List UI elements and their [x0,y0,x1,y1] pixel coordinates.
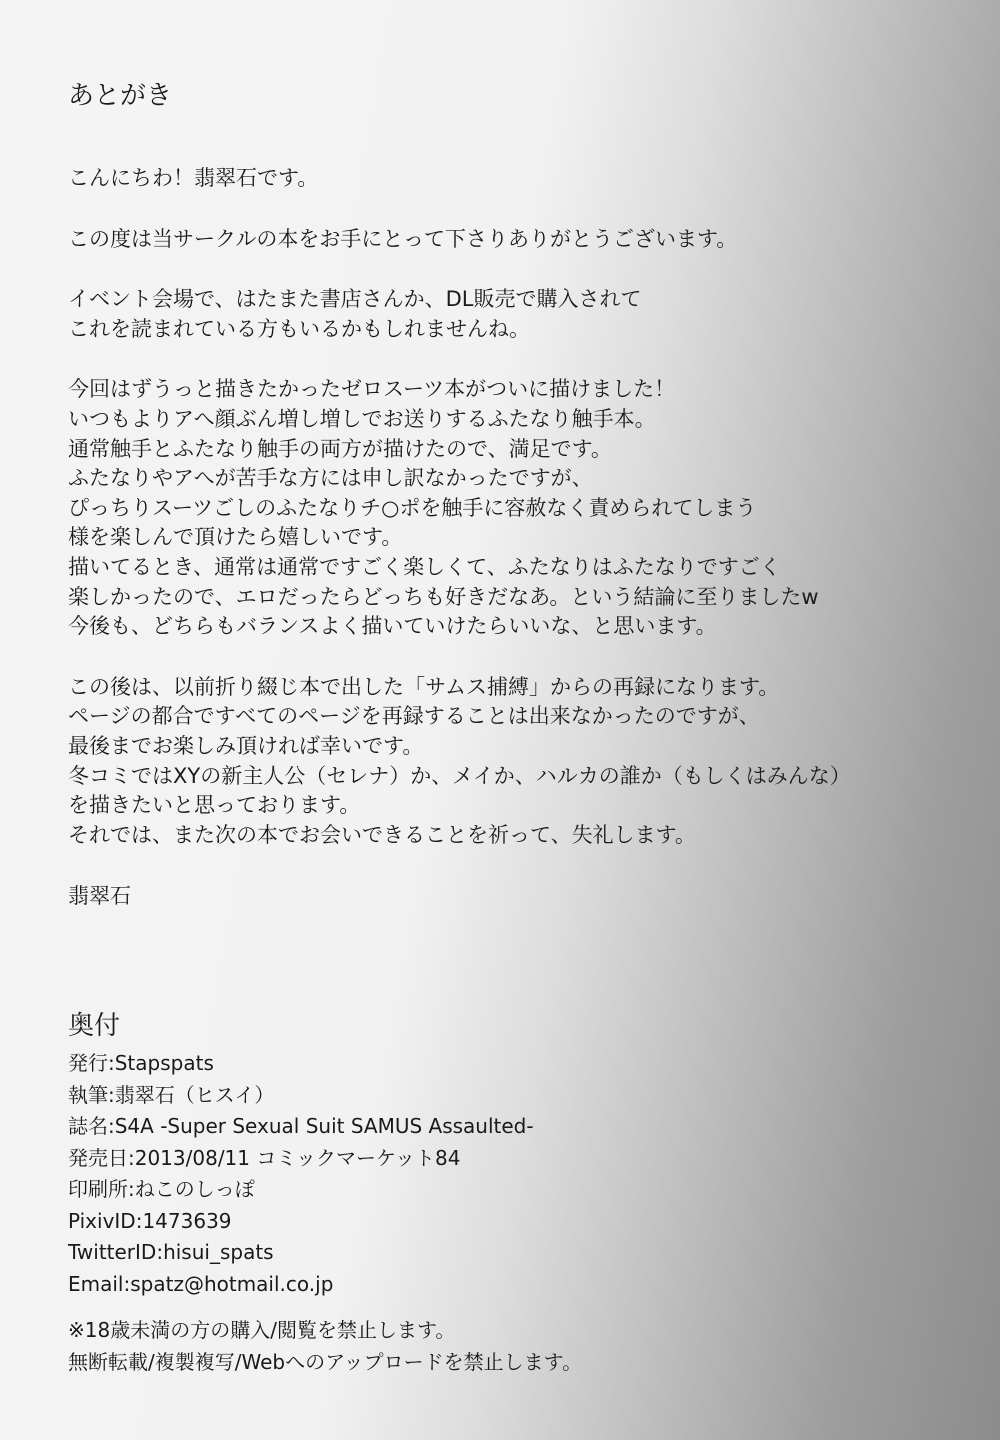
colophon-release-date: 発売日:2013/08/11 コミックマーケット84 [68,1145,461,1170]
afterword-line: ページの都合ですべてのページを再録することは出来なかったのですが、 [68,704,760,729]
colophon-publisher: 発行:Stapspats [68,1051,214,1075]
afterword-line: 今後も、どちらもバランスよく描いていけたらいいな、と思います。 [68,614,717,639]
afterword-line: ふたなりやアへが苦手な方には申し訳なかったですが、 [68,466,593,491]
afterword-line: こんにちわ！翡翠石です。 [68,166,319,190]
afterword-paragraph-4 [68,375,948,641]
afterword-paragraph-2 [68,225,948,255]
afterword-line: これを読まれている方もいるかもしれませんね。 [68,316,530,341]
colophon-book-title: 誌名:S4A -Super Sexual Suit SAMUS Assaulted- [68,1114,534,1138]
afterword-line: この後は、以前折り綴じ本で出した「サムス捕縛」からの再録になります。 [68,674,780,699]
afterword-paragraph-3 [68,285,948,344]
colophon-author: 執筆:翡翠石（ヒスイ） [68,1082,275,1107]
colophon-printer: 印刷所:ねこのしっぽ [68,1177,255,1201]
afterword-line: この度は当サークルの本をお手にとって下さりありがとうございます。 [68,226,738,251]
afterword-paragraph-1 [68,164,948,194]
afterword-line: 通常触手とふたなり触手の両方が描けたので、満足です。 [68,436,612,461]
afterword-paragraph-5 [68,673,948,851]
age-restriction-note: ※18歳未満の方の購入/閲覧を禁止します。 [68,1318,456,1342]
afterword-line: 描いてるとき、通常は通常ですごく楽しくて、ふたなりはふたなりですごく [68,554,781,579]
colophon-notes [68,1314,948,1378]
colophon-email: Email:spatz@hotmail.co.jp [68,1271,334,1296]
afterword-line: 楽しかったので、エロだったらどっちも好きだなあ。という結論に至りましたw [68,584,819,609]
reproduction-prohibited-note: 無断転載/複製複写/Webへのアップロードを禁止します。 [68,1350,583,1374]
afterword-line: いつもよりアへ顔ぶん増し増しでお送りするふたなり触手本。 [68,406,656,431]
afterword-section [68,78,948,911]
colophon-section [68,1008,948,1378]
afterword-title: あとがき [68,81,173,111]
afterword-line: 今回はずうっと描きたかったゼロスーツ本がついに描けました！ [68,377,676,402]
afterword-line: 冬コミではXYの新主人公（セレナ）か、メイか、ハルカの誰か（もしくはみんな） [68,763,851,788]
colophon-title: 奥付 [68,1011,121,1041]
afterword-line: 最後までお楽しみ頂ければ幸いです。 [68,733,424,758]
afterword-line: それでは、また次の本でお会いできることを祈って、失礼します。 [68,822,696,847]
colophon-pixiv-id: PixivID:1473639 [68,1208,232,1233]
afterword-line: イベント会場で、はたまた書店さんか、DL販売で購入されて [68,287,642,312]
afterword-line: を描きたいと思っております。 [68,793,361,818]
afterword-line: ぴっちりスーツごしのふたなりチ○ポを触手に容赦なく責められてしまう [68,495,757,520]
afterword-signature: 翡翠石 [68,884,131,909]
colophon-twitter-id: TwitterID:hisui_spats [68,1240,274,1264]
afterword-line: 様を楽しんで頂けたら嬉しいです。 [68,525,403,550]
